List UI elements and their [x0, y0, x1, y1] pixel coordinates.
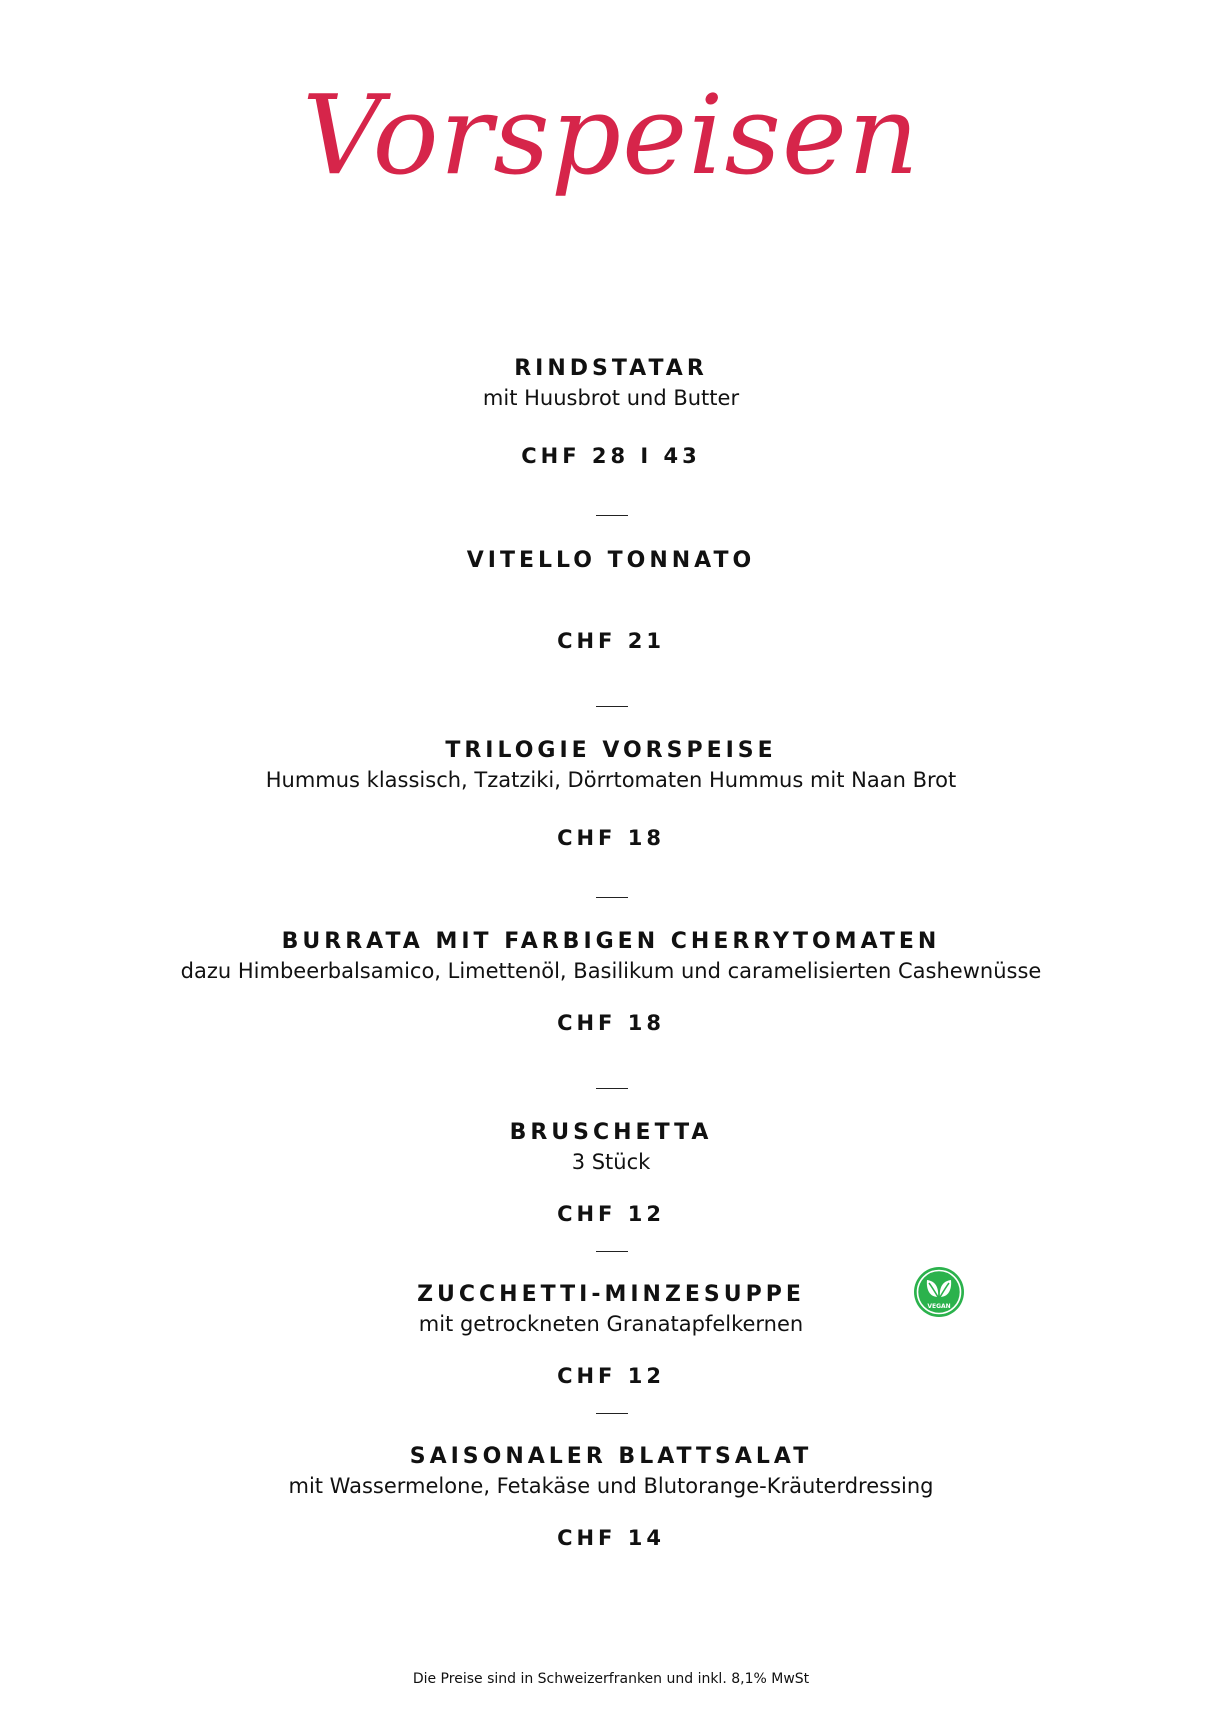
menu-item-description: mit Huusbrot und Butter	[482, 386, 740, 410]
footer-note: Die Preise sind in Schweizerfranken und inkl. 8,1% MwSt	[412, 1671, 810, 1687]
menu-item-name: BURRATA MIT FARBIGEN CHERRYTOMATEN	[281, 929, 941, 954]
divider	[596, 897, 628, 898]
menu-item-price: CHF 28 I 43	[521, 444, 701, 468]
divider	[596, 706, 628, 707]
divider	[596, 515, 628, 516]
menu-item-description: Hummus klassisch, Tzatziki, Dörrtomaten Hummus mit Naan Brot	[265, 768, 957, 792]
menu-item-description: 3 Stück	[571, 1150, 651, 1174]
menu-item-name: TRILOGIE VORSPEISE	[445, 738, 777, 763]
menu-item-price: CHF 14	[557, 1526, 665, 1550]
menu-item-name: ZUCCHETTI-MINZESUPPE	[417, 1282, 805, 1307]
menu-item-price: CHF 12	[557, 1202, 665, 1226]
divider	[596, 1251, 628, 1252]
menu-item-description: mit getrockneten Granatapfelkernen	[418, 1312, 804, 1336]
menu-item-price: CHF 18	[557, 1011, 665, 1035]
menu-item-name: SAISONALER BLATTSALAT	[409, 1444, 813, 1469]
menu-item-price: CHF 12	[557, 1364, 665, 1388]
menu-item-description: dazu Himbeerbalsamico, Limettenöl, Basilikum und caramelisierten Cashewnüsse	[180, 959, 1042, 983]
divider	[596, 1088, 628, 1089]
page-title: Vorspeisen	[302, 71, 920, 199]
vegan-leaf-icon	[913, 1266, 965, 1318]
menu-item-price: CHF 21	[557, 629, 665, 653]
vegan-badge-label: VEGAN	[927, 1303, 951, 1310]
menu-item-name: BRUSCHETTA	[509, 1120, 713, 1145]
menu-item-description: mit Wassermelone, Fetakäse und Blutorange-Kräuterdressing	[288, 1474, 934, 1498]
menu-item-name: RINDSTATAR	[514, 356, 708, 381]
divider	[596, 1413, 628, 1414]
menu-item-price: CHF 18	[557, 826, 665, 850]
menu-item-name: VITELLO TONNATO	[466, 548, 756, 573]
